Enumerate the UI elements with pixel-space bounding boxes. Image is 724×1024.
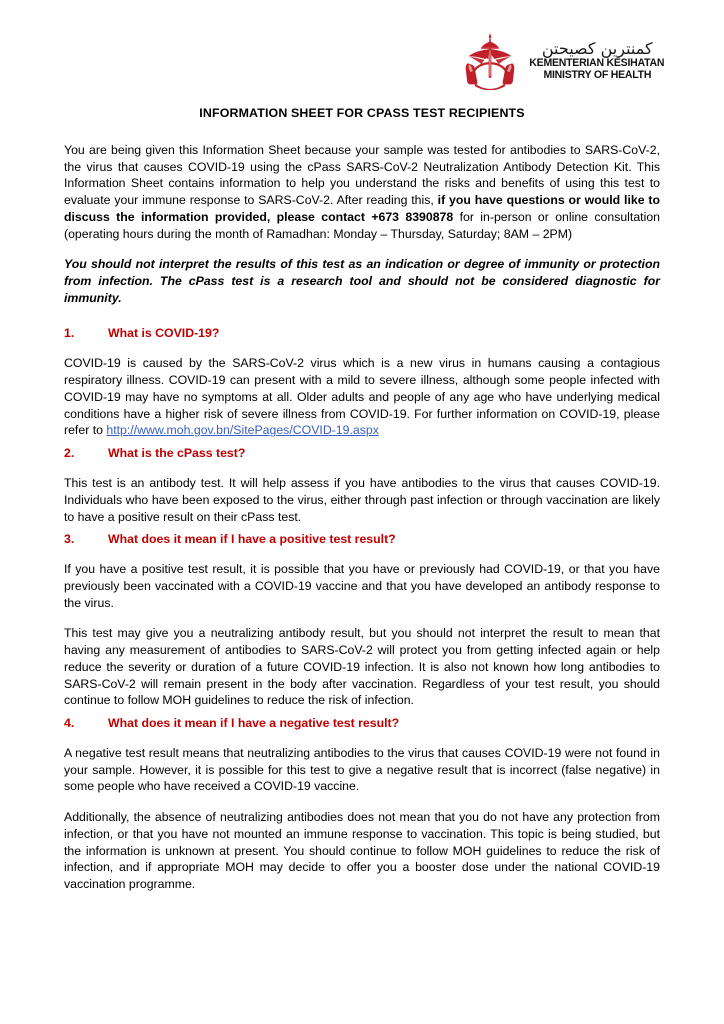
moh-covid19-link[interactable]: http://www.moh.gov.bn/SitePages/COVID-19.aspx <box>106 423 379 438</box>
page-title: INFORMATION SHEET FOR CPASS TEST RECIPIENTS <box>199 106 525 120</box>
ministry-name-jawi: كمنترين كصيحتن <box>541 38 653 58</box>
ministry-of-health-letterhead <box>462 32 669 90</box>
section-4-number: 4. <box>64 715 75 730</box>
section-1 <box>64 326 660 439</box>
section-2-number: 2. <box>64 446 75 461</box>
section-1-heading <box>64 326 660 340</box>
section-3-paragraph-2: This test may give you a neutralizing antibody result, but you should not interpret the result to mean that having any measurement of antibodies to SARS-CoV-2 will protect you from getting infected again or help reduce the severity or duration of a future COVID-19 infection. It is also not known how long antibodies to SARS-CoV-2 will remain present in the body after vaccination. Regardless of your test result, you should continue to follow MOH guidelines to reduce the risk of infection. <box>64 626 660 708</box>
section-4-heading <box>64 716 660 730</box>
section-1-label: What is COVID-19? <box>108 326 220 341</box>
section-3-paragraph-1: If you have a positive test result, it is possible that you have or previously had COVID-19, or that you have previously been vaccinated with a COVID-19 vaccine and that you have developed an antibody response to the virus. <box>64 562 660 610</box>
section-spacer-1 <box>64 439 660 446</box>
section-4-paragraph-2: Additionally, the absence of neutralizing antibodies does not mean that you do not have any protection from infection, or that you have not mounted an immune response to vaccination. This topic is being studied, but the information is unknown at present. You should continue to follow MOH guidelines to reduce the risk of infection, and if appropriate MOH may decide to offer you a booster dose under the national COVID-19 vaccination programme. <box>64 810 660 891</box>
section-1-p1-text: COVID-19 is caused by the SARS-CoV-2 virus which is a new virus in humans causing a contagious respiratory illness. COVID-19 can present with a mild to severe illness, although some people infected with COVID-19 may have no symptoms at all. Older adults and people of any age who have underlying medical conditions have a higher risk of severe illness from COVID-19. For further information on COVID-19, please refer to <box>64 356 660 438</box>
section-4-label: What does it mean if I have a negative test result? <box>108 715 400 730</box>
section-3-heading <box>64 532 660 546</box>
section-spacer-2 <box>64 525 660 532</box>
brunei-coat-of-arms-icon <box>462 32 518 90</box>
ministry-name-english: MINISTRY OF HEALTH <box>543 68 652 81</box>
section-2-label: What is the cPass test? <box>108 446 246 461</box>
section-3-label: What does it mean if I have a positive test result? <box>108 532 396 547</box>
intro-text-part1: You are being given this Information Sheet because your sample was tested for antibodies to SARS-CoV-2, the virus that causes COVID-19 using the cPass SARS-CoV-2 Neutralization Antibody Detection Kit. This Information Sheet contains information to help you understand the risks and benefits of using this test to evaluate your immune response to SARS-CoV-2. After reading this, <box>64 143 660 208</box>
section-4-paragraph-1: A negative test result means that neutralizing antibodies to the virus that causes COVID-19 were not found in your sample. However, it is possible for this test to give a negative result that is incorrect (false negative) in some people who have received a COVID-19 vaccine. <box>64 745 660 794</box>
section-3-number: 3. <box>64 532 75 547</box>
section-spacer-3 <box>64 709 660 716</box>
section-2 <box>64 446 660 525</box>
intro-paragraph <box>64 142 660 242</box>
ministry-name-malay: KEMENTERIAN KESIHATAN <box>529 57 665 70</box>
document-body <box>64 106 660 893</box>
intro-text-part3: for in-person or online consultation (operating hours during the month of Ramadhan: Monday – Thursday, Saturday; 8AM – 2PM) <box>64 209 660 241</box>
section-2-paragraph-1: This test is an antibody test. It will help assess if you have antibodies to the virus that causes COVID-19. Individuals who have been exposed to the virus, either through past infection or through vaccination are likely to have a positive result on their cPass test. <box>64 476 660 524</box>
section-1-number: 1. <box>64 326 75 341</box>
ministry-name-block <box>525 38 669 81</box>
section-1-paragraph-1 <box>64 355 660 439</box>
intro-contact-bold: if you have questions or would like to discuss the information provided, please contact +673 8390878 <box>64 193 660 224</box>
section-4 <box>64 716 660 893</box>
section-3 <box>64 532 660 709</box>
interpretation-notice: You should not interpret the results of this test as an indication or degree of immunity or protection from infection. The cPass test is a research tool and should not be considered diagnostic for immunity. <box>64 257 660 305</box>
section-2-heading <box>64 446 660 460</box>
